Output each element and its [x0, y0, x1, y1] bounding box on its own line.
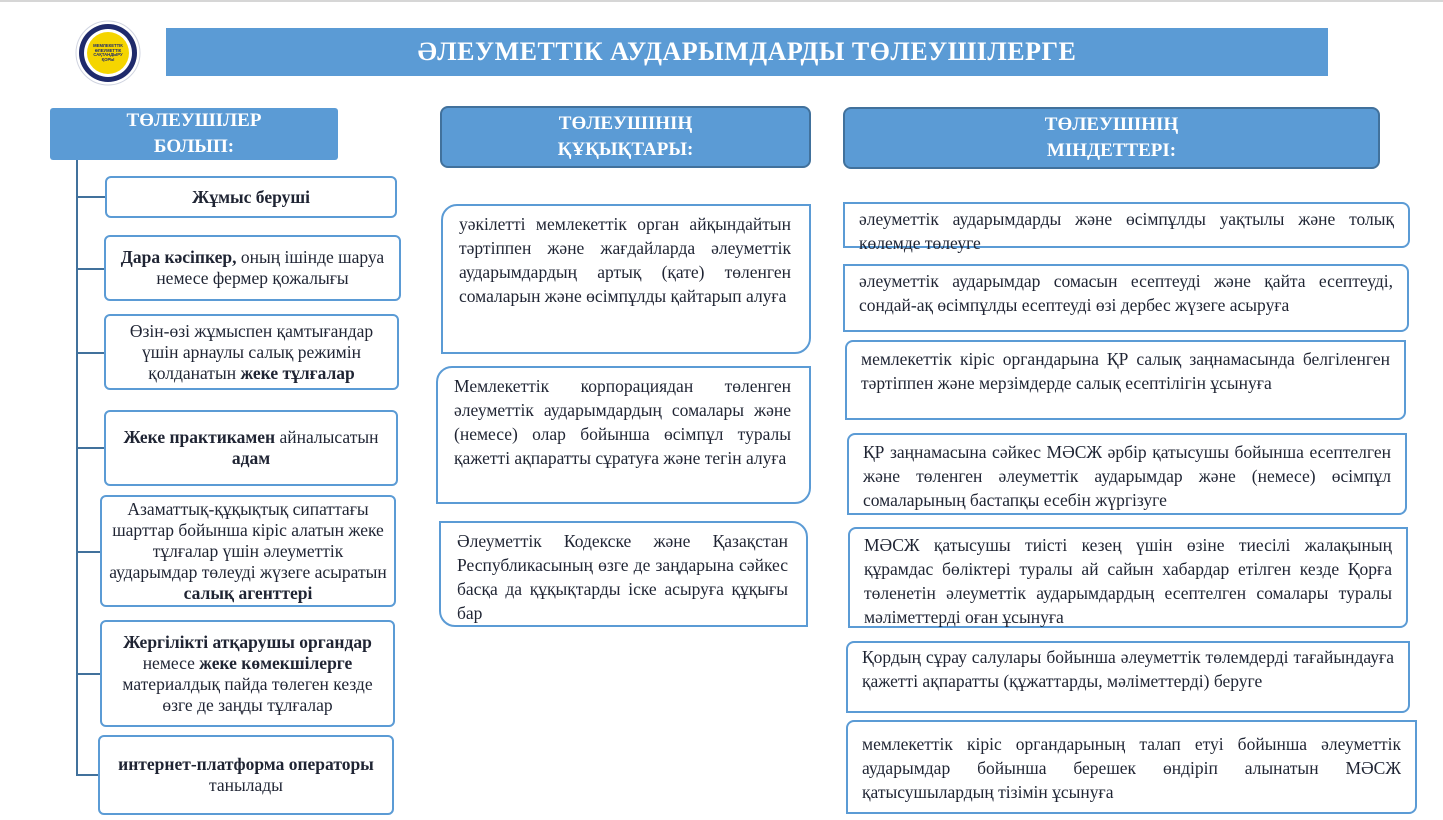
duties-item: ҚР заңнамасына сәйкес МӘСЖ әрбір қатысушы бойынша есептелген және төленген әлеуметтік аударымдар және (немесе) өсімпұл сомаларының бастапқы есебін жүргізуге: [847, 433, 1407, 515]
payer-item-tax-agents: Азаматтық-құқықтық сипаттағы шарттар бойынша кіріс алатын жеке тұлғалар үшін әлеуметтік аударымдар төлеуді жүзеге асыратын салық агенттері: [100, 495, 396, 607]
tree-branch-line: [76, 774, 100, 776]
payers-header: [50, 108, 338, 160]
payers-header-line: ТӨЛЕУШІЛЕР: [126, 110, 262, 131]
tree-branch-line: [76, 551, 102, 553]
payer-item-private-practice: Жеке практикамен айналысатын адам: [104, 410, 398, 486]
tree-branch-line: [76, 352, 106, 354]
logo-text: МЕМЛЕКЕТТІК ӘЛЕУМЕТТІК САҚТАНДЫРУ ҚОРЫ: [93, 43, 123, 62]
payer-item-self-employed: Өзін-өзі жұмыспен қамтығандар үшін арнаулы салық режимін қолданатын жеке тұлғалар: [104, 314, 399, 390]
duties-header: [843, 107, 1380, 169]
rights-item: уәкілетті мемлекеттік орган айқындайтын тәртіппен және жағдайларда әлеуметтік аударымдардың артық (қате) төленген сомаларын және өсімпұлды қайтарып алуға: [441, 204, 811, 354]
rights-item: Әлеуметтік Кодекске және Қазақстан Республикасының өзге де заңдарына сәйкес басқа да құқықтарды іске асыруға құқығы бар: [439, 521, 808, 627]
duties-header-line: ТӨЛЕУШІНІҢ: [1044, 114, 1179, 135]
payer-item-employer: Жұмыс беруші: [105, 176, 397, 218]
rights-header-line: ҚҰҚЫҚТАРЫ:: [557, 139, 694, 160]
tree-branch-line: [76, 447, 106, 449]
tree-branch-line: [76, 268, 106, 270]
tree-trunk-line: [76, 160, 78, 775]
payers-header-line: БОЛЫП:: [153, 136, 235, 157]
rights-item: Мемлекеттік корпорациядан төленген әлеуметтік аударымдардың сомалары және (немесе) олар бойынша өсімпұл туралы қажетті ақпаратты сұратуға және тегін алуға: [436, 366, 811, 504]
payer-item-local-bodies: Жергілікті атқарушы органдар немесе жеке көмекшілерге материалдық пайда төлеген кезде өзге де заңды тұлғалар: [100, 620, 395, 727]
duties-item: Қордың сұрау салулары бойынша әлеуметтік төлемдерді тағайындауға қажетті ақпаратты (құжаттарды, мәліметтерді) беруге: [846, 641, 1410, 713]
page-title: [166, 28, 1328, 76]
payer-item-entrepreneur: Дара кәсіпкер, оның ішінде шаруа немесе фермер қожалығы: [104, 235, 401, 301]
fund-logo: [75, 20, 141, 86]
tree-branch-line: [76, 196, 106, 198]
top-divider: [0, 0, 1443, 2]
rights-header: [440, 106, 811, 168]
tree-branch-line: [76, 673, 102, 675]
rights-header-line: ТӨЛЕУШІНІҢ: [558, 113, 693, 134]
duties-item: әлеуметтік аударымдар сомасын есептеуді және қайта есептеуді, сондай-ақ өсімпұлды есептеуді өзі дербес жүзеге асыруға: [843, 264, 1409, 332]
page-title-text: ӘЛЕУМЕТТІК АУДАРЫМДАРДЫ ТӨЛЕУШІЛЕРГЕ: [417, 37, 1077, 66]
duties-header-line: МІНДЕТТЕРІ:: [1046, 140, 1177, 161]
duties-item: мемлекеттік кіріс органдарына ҚР салық заңнамасында белгіленген тәртіппен және мерзімдерде салық есептілігін ұсынуға: [845, 340, 1406, 420]
payer-item-platform-operator: интернет-платформа операторы танылады: [98, 735, 394, 815]
duties-item: әлеуметтік аударымдарды және өсімпұлды уақтылы және толық көлемде төлеуге: [843, 202, 1410, 248]
duties-item: мемлекеттік кіріс органдарының талап етуі бойынша әлеуметтік аударымдар бойынша берешек өндіріп алынатын МӘСЖ қатысушылардың тізімін ұсынуға: [846, 720, 1417, 814]
duties-item: МӘСЖ қатысушы тиісті кезең үшін өзіне тиесілі жалақының құрамдас бөліктері туралы ай сайын хабардар етілген кезде Қорға төленетін әлеуметтік аударымдардың есептелген сомалары туралы мәліметтерді оған ұсынуға: [848, 527, 1408, 628]
